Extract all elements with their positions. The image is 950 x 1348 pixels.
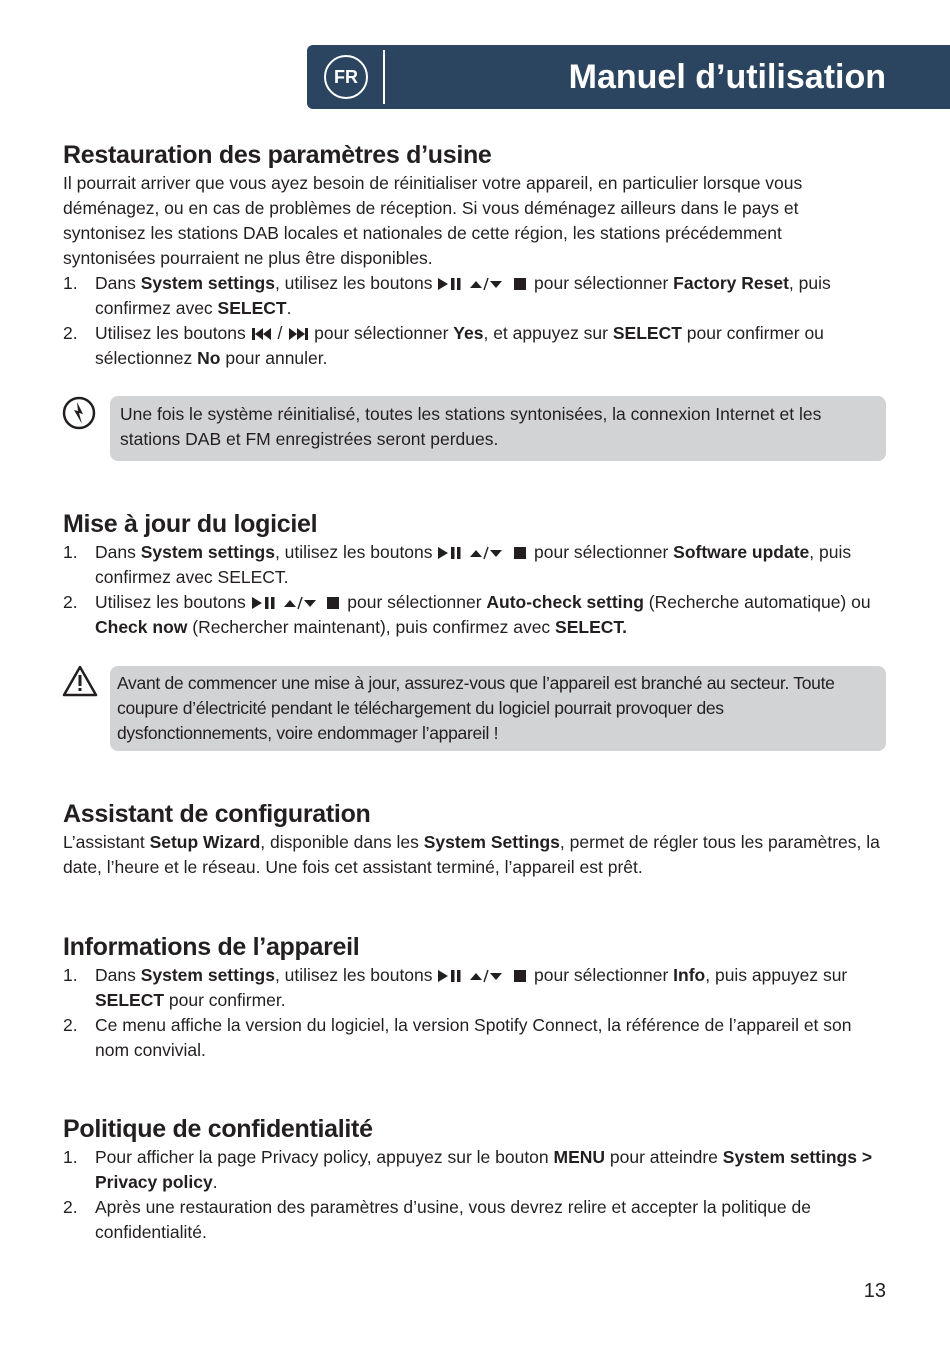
stop-icon	[511, 969, 529, 983]
warning-text: Avant de commencer une mise à jour, assurez-vous que l’appareil est branché au secteur. Toute coupure d’électricité pendant le téléchargement du logiciel pourrait provoquer des dysfonctionnements, voire endommager l’appareil !	[117, 673, 835, 743]
steps-list	[63, 963, 883, 1063]
section-title: Informations de l’appareil	[63, 933, 360, 961]
list-item: 1. Dans System settings, utilisez les boutons pour sélectionner Info, puis appuyez sur SELECT pour confirmer.	[63, 965, 848, 1010]
play-pause-icon	[251, 596, 277, 610]
up-down-icon	[282, 596, 320, 610]
header-bar	[307, 45, 950, 109]
section-text: L’assistant Setup Wizard, disponible dans les System Settings, permet de régler tous les paramètres, la date, l’heure et le réseau. Une fois cet assistant terminé, l’appareil est prêt.	[63, 832, 880, 877]
warning-icon	[62, 665, 98, 702]
list-item: 1. Dans System settings, utilisez les boutons pour sélectionner Software update, puis confirmez avec SELECT.	[63, 542, 852, 587]
section-software-update	[63, 508, 883, 640]
section-title: Politique de confidentialité	[63, 1115, 373, 1143]
up-down-icon	[468, 969, 506, 983]
list-item: 2. Ce menu affiche la version du logiciel, la version Spotify Connect, la référence de l’appareil et son nom convivial.	[63, 1015, 852, 1060]
play-pause-icon	[437, 277, 463, 291]
section-setup-wizard	[63, 798, 883, 880]
section-title: Assistant de configuration	[63, 800, 371, 828]
section-title: Restauration des paramètres d’usine	[63, 141, 492, 169]
warning-box	[110, 666, 886, 751]
steps-list	[63, 540, 883, 640]
section-device-info	[63, 931, 883, 1063]
note-text: Une fois le système réinitialisé, toutes les stations syntonisées, la connexion Internet et les stations DAB et FM enregistrées seront perdues.	[120, 404, 822, 449]
stop-icon	[511, 277, 529, 291]
steps-list	[63, 271, 883, 371]
skip-next-icon	[287, 327, 309, 341]
play-pause-icon	[437, 546, 463, 560]
stop-icon	[511, 546, 529, 560]
section-factory-reset	[63, 139, 883, 371]
up-down-icon	[468, 546, 506, 560]
list-item: 2. Utilisez les boutons pour sélectionner Auto-check setting (Recherche automatique) ou Check now (Rechercher maintenant), puis confirmez avec SELECT.	[63, 592, 871, 637]
list-item: 1. Pour afficher la page Privacy policy, appuyez sur le bouton MENU pour atteindre System settings > Privacy policy.	[63, 1147, 873, 1192]
skip-previous-icon	[251, 327, 273, 341]
list-item: 2. Utilisez les boutons / pour sélectionner Yes, et appuyez sur SELECT pour confirmer ou sélectionnez No pour annuler.	[63, 323, 824, 368]
tip-icon	[62, 396, 96, 435]
section-privacy-policy	[63, 1113, 883, 1245]
page-title: Manuel d’utilisation	[568, 58, 886, 96]
steps-list	[63, 1145, 883, 1245]
note-box	[110, 396, 886, 461]
play-pause-icon	[437, 969, 463, 983]
list-item: 1. Dans System settings, utilisez les boutons pour sélectionner Factory Reset, puis confirmez avec SELECT.	[63, 273, 831, 318]
header-divider	[383, 50, 385, 104]
up-down-icon	[468, 277, 506, 291]
stop-icon	[324, 596, 342, 610]
list-item: 2. Après une restauration des paramètres d’usine, vous devrez relire et accepter la politique de confidentialité.	[63, 1197, 811, 1242]
page-number: 13	[863, 1280, 886, 1302]
language-badge: FR	[324, 55, 368, 99]
section-intro: Il pourrait arriver que vous ayez besoin de réinitialiser votre appareil, en particulier lorsque vous déménagez, ou en cas de problèmes de réception. Si vous déménagez ailleurs dans le pays et syntonisez les stations DAB locales et nationales de cette région, les stations précédemment syntonisées pourraient ne plus être disponibles.	[63, 173, 803, 268]
section-title: Mise à jour du logiciel	[63, 510, 318, 538]
